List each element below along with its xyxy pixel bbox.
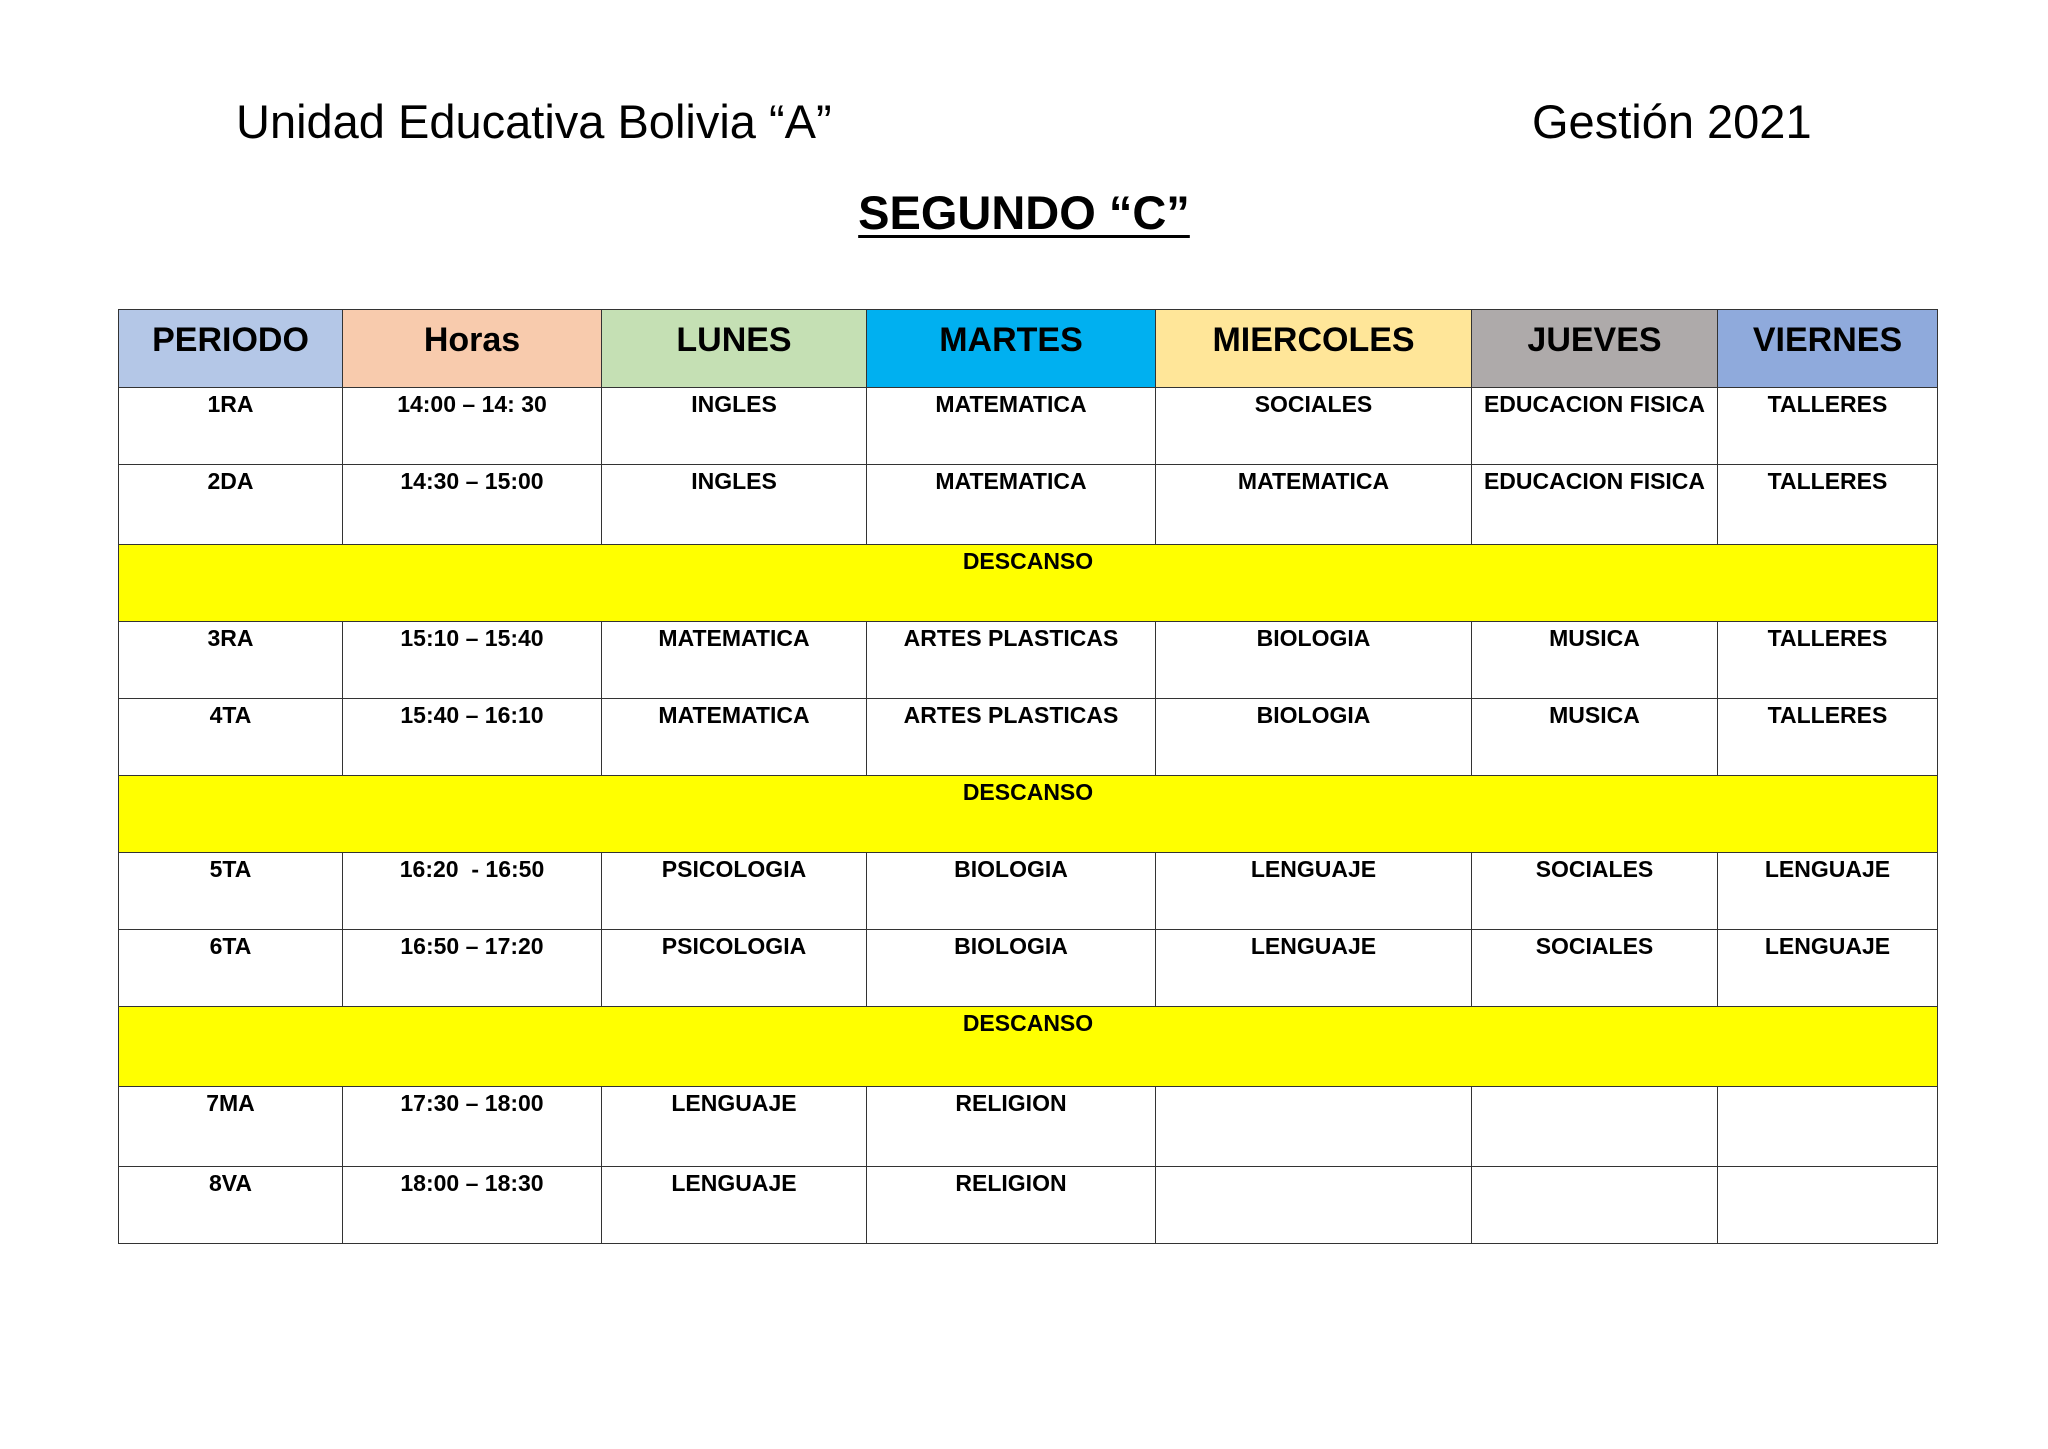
course-title-text: SEGUNDO “C”: [858, 186, 1190, 239]
table-cell: MATEMATICA: [602, 699, 867, 776]
table-cell: 5TA: [119, 853, 343, 930]
break-row: [119, 1007, 1938, 1087]
school-name: Unidad Educativa Bolivia “A”: [236, 95, 832, 148]
gestion-year: Gestión 2021: [1532, 95, 1812, 148]
table-cell: 14:30 – 15:00: [343, 465, 602, 545]
table-cell: 2DA: [119, 465, 343, 545]
break-label: DESCANSO: [119, 1007, 1938, 1087]
break-row: [119, 545, 1938, 622]
table-cell: LENGUAJE: [602, 1087, 867, 1167]
table-cell: 18:00 – 18:30: [343, 1167, 602, 1244]
table-cell: INGLES: [602, 465, 867, 545]
break-label: DESCANSO: [119, 776, 1938, 853]
table-row: [119, 1167, 1938, 1244]
table-cell: [1156, 1087, 1472, 1167]
table-cell: LENGUAJE: [1718, 853, 1938, 930]
table-cell: RELIGION: [867, 1167, 1156, 1244]
table-cell: TALLERES: [1718, 699, 1938, 776]
table-cell: 3RA: [119, 622, 343, 699]
table-cell: [1472, 1087, 1718, 1167]
table-cell: 16:50 – 17:20: [343, 930, 602, 1007]
table-cell: EDUCACION FISICA: [1472, 465, 1718, 545]
col-header-miercoles: MIERCOLES: [1156, 310, 1472, 388]
table-cell: LENGUAJE: [602, 1167, 867, 1244]
col-header-jueves: JUEVES: [1472, 310, 1718, 388]
table-cell: MATEMATICA: [602, 622, 867, 699]
table-cell: [1472, 1167, 1718, 1244]
table-cell: LENGUAJE: [1156, 930, 1472, 1007]
table-cell: 15:10 – 15:40: [343, 622, 602, 699]
table-row: [119, 699, 1938, 776]
course-title: [0, 183, 2048, 243]
table-cell: PSICOLOGIA: [602, 853, 867, 930]
table-cell: 1RA: [119, 388, 343, 465]
col-header-periodo: PERIODO: [119, 310, 343, 388]
table-cell: RELIGION: [867, 1087, 1156, 1167]
table-cell: [1718, 1167, 1938, 1244]
table-cell: ARTES PLASTICAS: [867, 622, 1156, 699]
table-cell: 16:20 - 16:50: [343, 853, 602, 930]
table-row: [119, 388, 1938, 465]
table-cell: BIOLOGIA: [867, 930, 1156, 1007]
table-cell: ARTES PLASTICAS: [867, 699, 1156, 776]
table-cell: MATEMATICA: [1156, 465, 1472, 545]
table-cell: TALLERES: [1718, 465, 1938, 545]
table-cell: SOCIALES: [1472, 930, 1718, 1007]
table-cell: 7MA: [119, 1087, 343, 1167]
table-cell: SOCIALES: [1472, 853, 1718, 930]
table-cell: BIOLOGIA: [867, 853, 1156, 930]
table-cell: INGLES: [602, 388, 867, 465]
table-cell: 4TA: [119, 699, 343, 776]
table-row: [119, 622, 1938, 699]
table-row: [119, 930, 1938, 1007]
break-label: DESCANSO: [119, 545, 1938, 622]
break-row: [119, 776, 1938, 853]
table-cell: TALLERES: [1718, 388, 1938, 465]
table-cell: 14:00 – 14: 30: [343, 388, 602, 465]
header-row: [119, 310, 1938, 388]
table-cell: [1718, 1087, 1938, 1167]
table-cell: SOCIALES: [1156, 388, 1472, 465]
table-cell: PSICOLOGIA: [602, 930, 867, 1007]
table-cell: BIOLOGIA: [1156, 622, 1472, 699]
table-row: [119, 853, 1938, 930]
table-cell: TALLERES: [1718, 622, 1938, 699]
table-cell: 8VA: [119, 1167, 343, 1244]
table-cell: LENGUAJE: [1718, 930, 1938, 1007]
table-cell: BIOLOGIA: [1156, 699, 1472, 776]
table-cell: [1156, 1167, 1472, 1244]
table-row: [119, 465, 1938, 545]
table-cell: 6TA: [119, 930, 343, 1007]
table-cell: MUSICA: [1472, 699, 1718, 776]
table-cell: EDUCACION FISICA: [1472, 388, 1718, 465]
col-header-horas: Horas: [343, 310, 602, 388]
schedule-table: [118, 309, 1938, 1244]
col-header-martes: MARTES: [867, 310, 1156, 388]
col-header-lunes: LUNES: [602, 310, 867, 388]
table-cell: MUSICA: [1472, 622, 1718, 699]
col-header-viernes: VIERNES: [1718, 310, 1938, 388]
table-row: [119, 1087, 1938, 1167]
table-cell: MATEMATICA: [867, 465, 1156, 545]
table-cell: 17:30 – 18:00: [343, 1087, 602, 1167]
table-cell: MATEMATICA: [867, 388, 1156, 465]
table-cell: LENGUAJE: [1156, 853, 1472, 930]
table-cell: 15:40 – 16:10: [343, 699, 602, 776]
